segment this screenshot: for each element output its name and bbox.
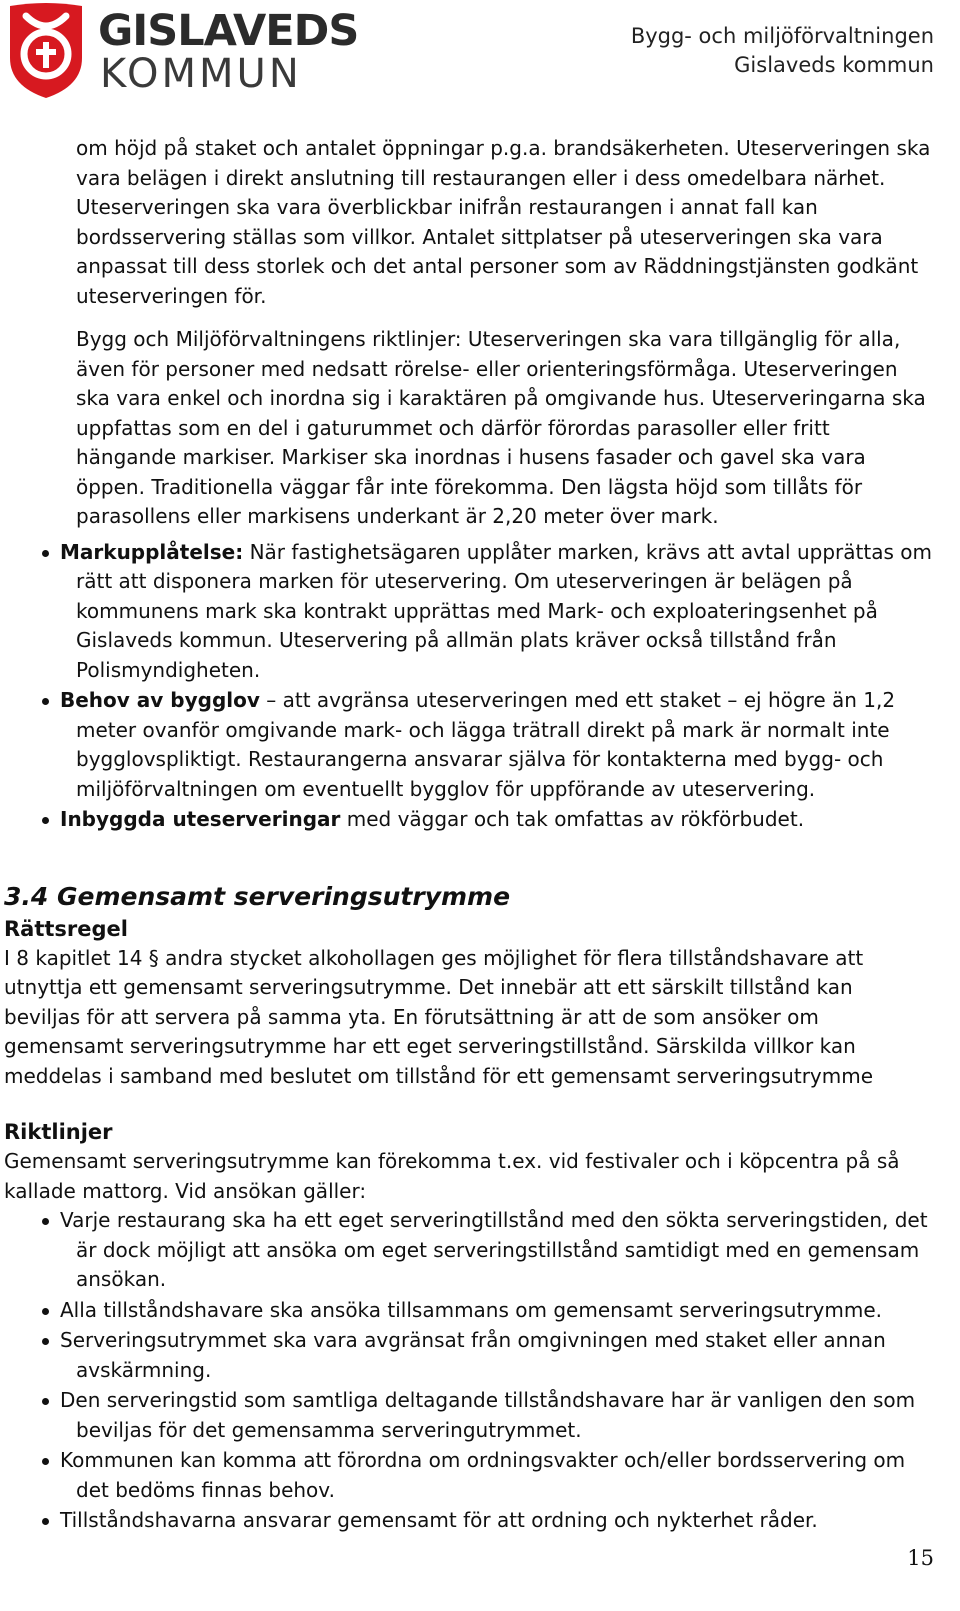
list-item bbox=[0, 1386, 960, 1445]
list-item-text: När fastighetsägaren upplåter marken, krävs att avtal upprättas om rätt att disponera marken för uteservering. Om uteserveringen är belägen på kommunens mark ska kontrakt upprättas med Mark- och exploateringsenhet på Gislaveds kommun. Uteservering på allmän plats kräver också tillstånd från Polismyndigheten. bbox=[76, 539, 932, 682]
list-item-text: – att avgränsa uteserveringen med ett staket – ej högre än 1,2 meter ovanför omgivande mark- och lägga trätrall direkt på mark är normalt inte bygglovspliktigt. Restaurangerna ansvarar själva för kontakterna med bygg- och miljöförvaltningen om eventuellt bygglov för uppförande av uteservering. bbox=[76, 688, 896, 801]
bullet-icon bbox=[42, 1338, 49, 1345]
list-item-term: Inbyggda uteserveringar bbox=[60, 807, 341, 831]
list-item bbox=[0, 1506, 960, 1536]
spacer bbox=[0, 311, 960, 325]
organization-name bbox=[631, 22, 934, 80]
guidelines-paragraph: Gemensamt serveringsutrymme kan förekomma t.ex. vid festivaler och i köpcentra på så kallade mattorg. Vid ansökan gäller: bbox=[4, 1149, 900, 1203]
list-item-text: Serveringsutrymmet ska vara avgränsat från omgivningen med staket eller annan avskärmning. bbox=[60, 1328, 886, 1382]
list-item-text: Alla tillståndshavare ska ansöka tillsammans om gemensamt serveringsutrymme. bbox=[60, 1297, 883, 1322]
page-content bbox=[0, 134, 960, 1537]
spacer bbox=[0, 836, 960, 880]
bullet-icon bbox=[42, 698, 49, 705]
page-number: 15 bbox=[907, 1546, 934, 1570]
list-item-term: Behov av bygglov bbox=[60, 688, 260, 712]
logo-name: GISLAVEDS bbox=[98, 6, 359, 56]
list-item-text: Den serveringstid som samtliga deltagande tillståndshavare har är vanligen den som beviljas för det gemensamma serveringutrymmet. bbox=[60, 1388, 916, 1442]
org-line-2: Gislaveds kommun bbox=[734, 53, 934, 77]
shield-icon bbox=[4, 2, 88, 100]
bullet-icon bbox=[42, 1398, 49, 1405]
page-header bbox=[0, 0, 960, 110]
logo-sub: KOMMUN bbox=[100, 51, 302, 97]
rule-heading: Rättsregel bbox=[4, 916, 128, 941]
guidelines-list bbox=[0, 1206, 960, 1536]
intro-paragraph-1: om höjd på staket och antalet öppningar p.g.a. brandsäkerheten. Uteserveringen ska vara belägen i direkt anslutning till restaurangen eller i dess omedelbara närhet. Uteserveringen ska vara överblickbar inifrån restaurangen i annat fall kan bordsservering ställas som villkor. Antalet sittplatser på uteserveringen ska vara anpassat till dess storlek och det antal personer som av Räddningstjänsten godkänt uteserveringen för. bbox=[76, 136, 931, 308]
bullet-icon bbox=[42, 817, 49, 824]
list-item bbox=[0, 1206, 960, 1295]
list-item bbox=[0, 538, 960, 686]
spacer bbox=[0, 1091, 960, 1117]
list-item bbox=[0, 1296, 960, 1326]
list-item bbox=[0, 686, 960, 804]
list-item bbox=[0, 805, 960, 835]
bullet-icon bbox=[42, 1218, 49, 1225]
guidelines-heading: Riktlinjer bbox=[4, 1120, 113, 1144]
list-item bbox=[0, 1326, 960, 1385]
section-title: 3.4 Gemensamt serveringsutrymme bbox=[4, 881, 511, 911]
rule-paragraph: I 8 kapitlet 14 § andra stycket alkohollagen ges möjlighet för flera tillståndshavare att utnyttja ett gemensamt serveringsutrymme. Det innebär att ett särskilt tillstånd kan beviljas för att servera på samma yta. En förutsättning är att de som ansöker om gemensamt serveringsutrymme har ett eget serveringstillstånd. Särskilda villkor kan meddelas i samband med beslutet om tillstånd för ett gemensamt serveringsutrymme bbox=[4, 945, 874, 1088]
list-item-text: med väggar och tak omfattas av rökförbudet. bbox=[340, 807, 805, 831]
bullet-icon bbox=[42, 1458, 49, 1465]
list-item-text: Kommunen kan komma att förordna om ordningsvakter och/eller bordsservering om det bedöms finnas behov. bbox=[60, 1448, 906, 1502]
org-line-1: Bygg- och miljöförvaltningen bbox=[630, 24, 934, 48]
list-item-text: Tillståndshavarna ansvarar gemensamt för att ordning och nykterhet råder. bbox=[60, 1508, 818, 1532]
list-item bbox=[0, 1446, 960, 1505]
intro-paragraph-2: Bygg och Miljöförvaltningens riktlinjer: Uteserveringen ska vara tillgänglig för alla, även för personer med nedsatt rörelse- eller orienteringsförmåga. Uteserveringen ska vara enkel och inordna sig i karaktären på omgivande hus. Uteserveringarna ska uppfattas som en del i gaturummet och därför förordas parasoller eller fritt hängande markiser. Markiser ska inordnas i husens fasader och gavel ska vara öppen. Traditionella väggar får inte förekomma. Den lägsta höjd som tillåts för parasollens eller markisens underkant är 2,20 meter över mark. bbox=[76, 327, 926, 528]
bullet-icon bbox=[42, 1308, 49, 1315]
municipality-logo bbox=[4, 2, 359, 100]
requirements-list bbox=[0, 538, 960, 835]
bullet-icon bbox=[42, 550, 49, 557]
list-item-text: Varje restaurang ska ha ett eget serveringtillstånd med den sökta serveringstiden, det är dock möjligt att ansöka om eget serveringstillstånd samtidigt med en gemensam ansökan. bbox=[60, 1208, 928, 1291]
bullet-icon bbox=[42, 1518, 49, 1525]
list-item-term: Markupplåtelse: bbox=[60, 539, 244, 564]
